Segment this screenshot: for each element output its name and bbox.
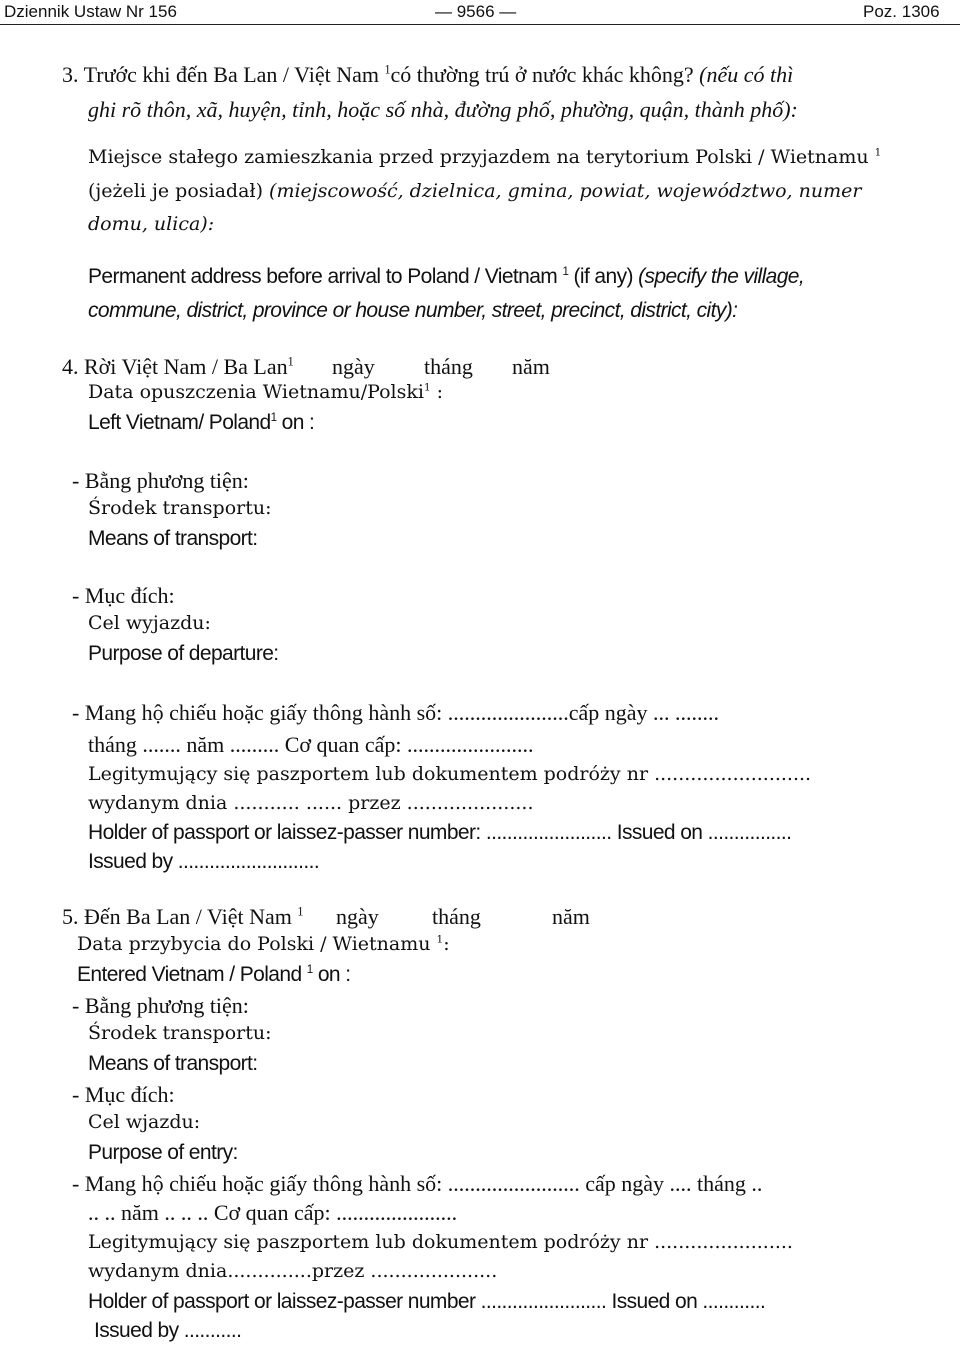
q5-passport-vi-2: .. .. năm .. .. .. Cơ quan cấp: ...................... bbox=[88, 1200, 458, 1225]
q4-vietnamese-line-1: 4. Rời Việt Nam / Ba Lan$^1$ bbox=[62, 354, 294, 379]
q5-passport-en-1: Holder of passport or laissez-passer number ........................ Issued on ............ bbox=[88, 1290, 766, 1313]
q5-transport-en: Means of transport: bbox=[88, 1052, 258, 1075]
q3-vietnamese-line-2: ghi rõ thôn, xã, huyện, tỉnh, hoặc số nhà, đường phố, phường, quận, thành phố): bbox=[88, 97, 798, 122]
q3-english-line-1: Permanent address before arrival to Poland / Vietnam $^1$ (if any) (specify the village, bbox=[88, 265, 805, 288]
q5-english-line-1: Entered Vietnam / Poland $^1$ on : bbox=[77, 963, 351, 986]
q5-purpose-pl: Cel wjazdu: bbox=[88, 1111, 201, 1133]
q3-vietnamese-line-1: 3. Trước khi đến Ba Lan / Việt Nam $^1$có thường trú ở nước khác không? (nếu có thì bbox=[62, 62, 794, 87]
q4-passport-vi-2: tháng ....... năm ......... Cơ quan cấp: ....................... bbox=[88, 732, 534, 757]
q5-month-label: tháng bbox=[432, 904, 481, 929]
q5-vietnamese-line-1: 5. Đến Ba Lan / Việt Nam $^1$ bbox=[62, 904, 304, 929]
position-number: Poz. 1306 bbox=[863, 2, 940, 21]
q5-transport-pl: Środek transportu: bbox=[88, 1022, 272, 1044]
q5-passport-en-2: Issued by ........... bbox=[94, 1319, 242, 1342]
q4-purpose-en: Purpose of departure: bbox=[88, 642, 279, 665]
q4-purpose-pl: Cel wyjazdu: bbox=[88, 612, 211, 634]
q5-polish-line-1: Data przybycia do Polski / Wietnamu $^1$: bbox=[77, 933, 450, 955]
q5-day-label: ngày bbox=[336, 904, 379, 929]
header-rule bbox=[0, 24, 960, 25]
q5-purpose-vi: - Mục đích: bbox=[72, 1082, 175, 1107]
q5-passport-vi-1: - Mang hộ chiếu hoặc giấy thông hành số: ........................ cấp ngày .... tháng .. bbox=[72, 1171, 763, 1196]
q4-english-line-1: Left Vietnam/ Poland$^1$ on : bbox=[88, 411, 315, 434]
journal-title: Dziennik Ustaw Nr 156 bbox=[4, 2, 177, 21]
q4-month-label: tháng bbox=[424, 354, 473, 379]
q3-english-line-2: commune, district, province or house number, street, precinct, district, city): bbox=[88, 299, 738, 322]
q4-passport-pl-2: wydanym dnia ........... ...... przez ..................... bbox=[88, 792, 534, 814]
q3-polish-line-3: domu, ulica): bbox=[88, 213, 215, 235]
q5-passport-pl-2: wydanym dnia..............przez ..................... bbox=[88, 1260, 498, 1282]
q4-passport-vi-1: - Mang hộ chiếu hoặc giấy thông hành số: ......................cấp ngày ... ........ bbox=[72, 700, 720, 725]
q5-year-label: năm bbox=[552, 904, 590, 929]
q3-polish-line-2: (jeżeli je posiadał) (miejscowość, dzielnica, gmina, powiat, województwo, numer bbox=[88, 180, 862, 202]
q5-passport-pl-1: Legitymujący się paszportem lub dokumentem podróży nr ....................... bbox=[88, 1231, 793, 1253]
q5-purpose-en: Purpose of entry: bbox=[88, 1141, 238, 1164]
q4-transport-pl: Środek transportu: bbox=[88, 497, 272, 519]
q4-year-label: năm bbox=[512, 354, 550, 379]
q5-transport-vi: - Bằng phương tiện: bbox=[72, 993, 249, 1018]
q4-transport-en: Means of transport: bbox=[88, 527, 258, 550]
q4-day-label: ngày bbox=[332, 354, 375, 379]
q4-passport-en-2: Issued by ........................... bbox=[88, 850, 320, 873]
q4-passport-pl-1: Legitymujący się paszportem lub dokumentem podróży nr .......................... bbox=[88, 763, 812, 785]
q4-passport-en-1: Holder of passport or laissez-passer number: ........................ Issued on ................ bbox=[88, 821, 792, 844]
q4-purpose-vi: - Mục đích: bbox=[72, 583, 175, 608]
q4-polish-line-1: Data opuszczenia Wietnamu/Polski$^1$ : bbox=[88, 381, 444, 403]
q3-polish-line-1: Miejsce stałego zamieszkania przed przyjazdem na terytorium Polski / Wietnamu $^1$ bbox=[88, 146, 882, 168]
q4-transport-vi: - Bằng phương tiện: bbox=[72, 468, 249, 493]
page-number: — 9566 — bbox=[435, 2, 517, 21]
